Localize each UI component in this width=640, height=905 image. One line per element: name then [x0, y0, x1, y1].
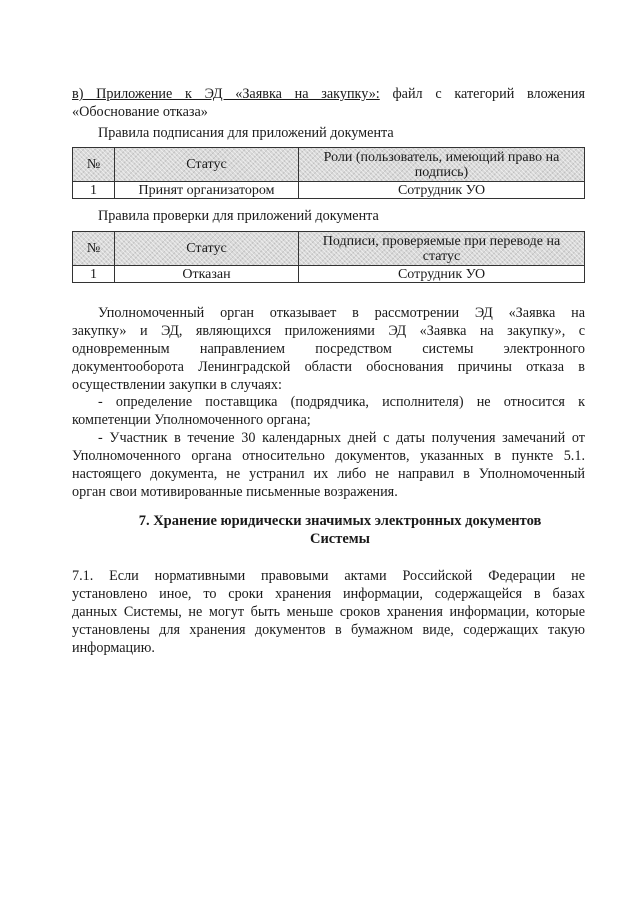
- text-line: осуществлении закупки в случаях:: [72, 377, 282, 393]
- row-number: 1: [73, 266, 115, 283]
- text-line: - Участник в течение 30 календарных дней с даты получения замечаний от: [98, 430, 585, 446]
- appendix-line-2: «Обоснование отказа»: [72, 104, 208, 120]
- col-status-header: Статус: [115, 232, 299, 266]
- text-line: настоящего документа, не устранил их либо не направил в Уполномоченный: [72, 466, 585, 482]
- text-line: Уполномоченный орган отказывает в рассмотрении ЭД «Заявка на: [98, 305, 585, 321]
- table-header-row: [73, 232, 585, 266]
- text-line: документооборота Ленинградской области обоснования причины отказа в: [72, 359, 585, 375]
- row-status: Принят организатором: [115, 182, 299, 199]
- col-number-header: №: [73, 148, 115, 182]
- col-number-header: №: [73, 232, 115, 266]
- row-role: Сотрудник УО: [299, 266, 585, 283]
- col-roles-header: Роли (пользователь, имеющий право на подпись): [299, 148, 585, 182]
- text-line: одновременным направлением посредством системы электронного: [72, 341, 585, 357]
- table-header-row: [73, 148, 585, 182]
- section-7-heading-line-2: Системы: [309, 531, 371, 547]
- text-line: информацию.: [72, 640, 155, 656]
- text-line: - определение поставщика (подрядчика, исполнителя) не относится к: [98, 394, 585, 410]
- col-signatures-header: Подписи, проверяемые при переводе на статус: [299, 232, 585, 266]
- table-row: [73, 182, 585, 199]
- appendix-prefix: в) Приложение к ЭД «Заявка на закупку»:: [72, 86, 380, 102]
- text-line: закупку» и ЭД, являющихся приложениями ЭД «Заявка на закупку», с: [72, 323, 585, 339]
- text-line: компетенции Уполномоченного органа;: [72, 412, 311, 428]
- appendix-line-1: [72, 86, 585, 104]
- row-status: Отказан: [115, 266, 299, 283]
- text-line: орган свои мотивированные письменные возражения.: [72, 484, 398, 500]
- section-7-heading-line-1: 7. Хранение юридически значимых электронных документов: [138, 513, 542, 529]
- text-line: данных Системы, не могут быть меньше сроков хранения информации, которые: [72, 604, 585, 620]
- text-line: 7.1. Если нормативными правовыми актами Российской Федерации не: [72, 568, 585, 584]
- signing-rules-table: [72, 147, 585, 199]
- text-line: Уполномоченного органа относительно документов, указанных в пункте 5.1.: [72, 448, 585, 464]
- row-role: Сотрудник УО: [299, 182, 585, 199]
- check-rules-caption: Правила проверки для приложений документа: [98, 208, 379, 224]
- text-line: установлены для хранения документов в бумажном виде, содержащих такую: [72, 622, 585, 638]
- row-number: 1: [73, 182, 115, 199]
- appendix-rest: файл с категорий вложения: [379, 86, 586, 102]
- signing-rules-caption: Правила подписания для приложений документа: [98, 125, 394, 141]
- table-row: [73, 266, 585, 283]
- text-line: установлено иное, то сроки хранения информации, содержащейся в базах: [72, 586, 585, 602]
- col-status-header: Статус: [115, 148, 299, 182]
- check-rules-table: [72, 231, 585, 283]
